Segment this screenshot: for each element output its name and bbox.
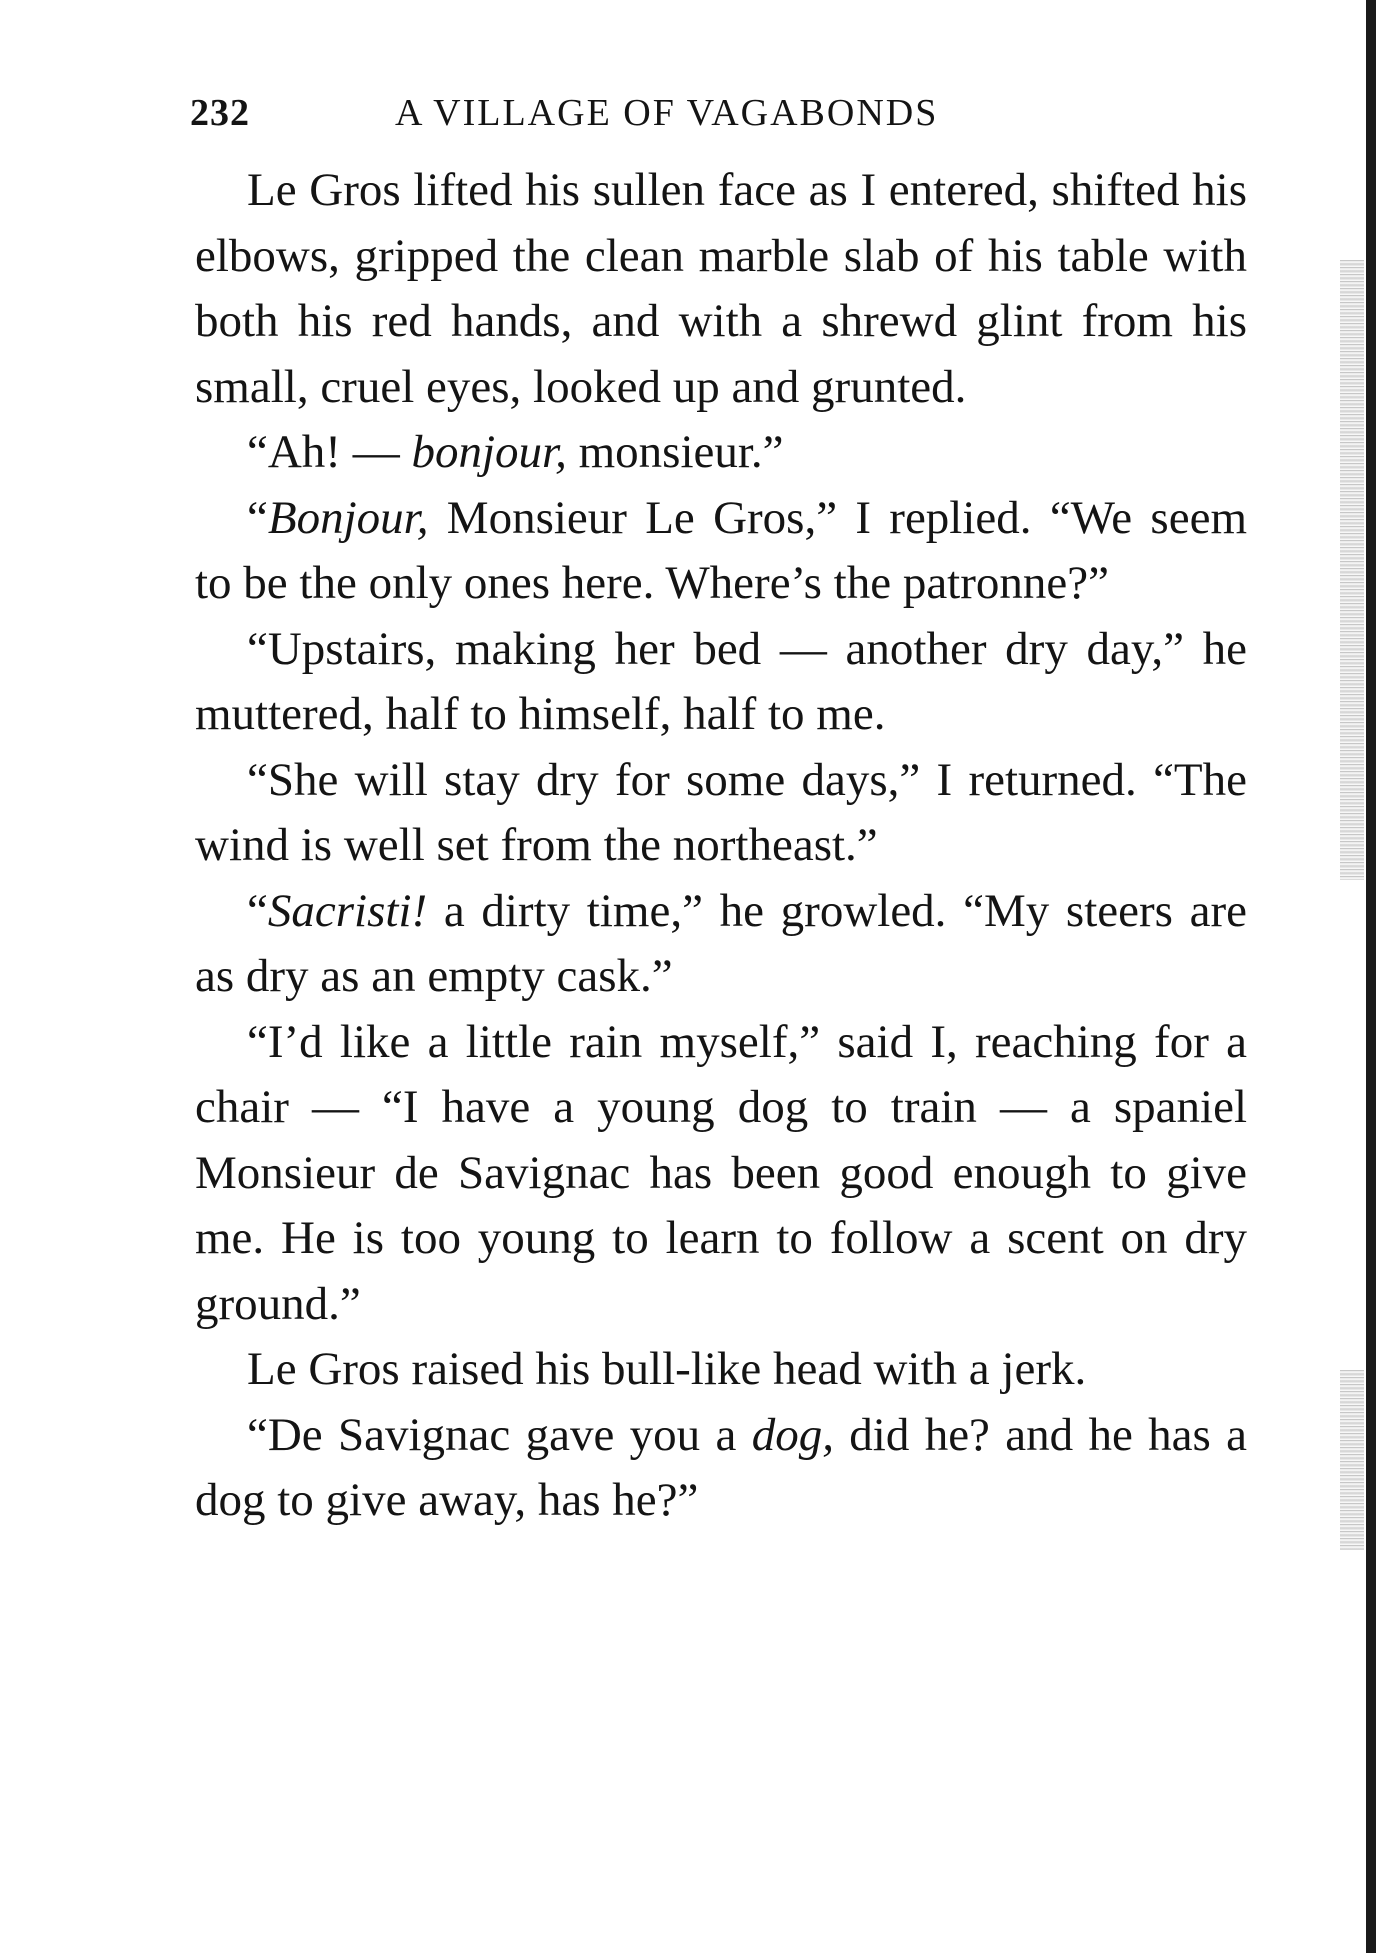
paragraph-2 bbox=[195, 420, 1247, 486]
paragraph-text: “I’d like a little rain myself,” said I, reaching for a chair — “I have a young dog to train — a spaniel Monsieur de Savignac has been good enough to give me. He is too young to learn to follow a scent on dry ground.” bbox=[195, 1015, 1247, 1330]
paragraph-9 bbox=[195, 1403, 1247, 1534]
scan-shadow-lower bbox=[1340, 1370, 1364, 1550]
paragraph-text: did he? and he has a dog to give away, has he?” bbox=[195, 1408, 1248, 1526]
paragraph-text: a dirty time,” he growled. “My steers are as dry as an empty cask.” bbox=[195, 884, 1247, 1002]
italic-word: Sacristi! bbox=[267, 884, 428, 937]
paragraph-8 bbox=[195, 1337, 1247, 1403]
paragraph-text: Le Gros lifted his sullen face as I entered, shifted his elbows, gripped the clean marble slab of his table with both his red hands, and with a shrewd glint from his small, cruel eyes, looked up and grunted. bbox=[195, 164, 1247, 413]
paragraph-3 bbox=[195, 486, 1247, 617]
paragraph-4 bbox=[195, 617, 1247, 748]
paragraph-text: “ bbox=[247, 491, 268, 544]
page-header bbox=[190, 88, 1040, 138]
paragraph-6 bbox=[195, 879, 1247, 1010]
paragraph-7 bbox=[195, 1010, 1247, 1338]
scan-shadow-upper bbox=[1340, 260, 1364, 880]
paragraph-text: Monsieur Le Gros,” I replied. “We seem to be the only ones here. Where’s the patronne?” bbox=[195, 491, 1247, 609]
paragraph-5 bbox=[195, 748, 1247, 879]
paragraph-text: “De Savignac gave you a bbox=[247, 1408, 752, 1461]
italic-word: Bonjour, bbox=[267, 491, 429, 544]
italic-word: bonjour, bbox=[411, 426, 567, 478]
paragraph-text: “ bbox=[247, 884, 268, 937]
italic-word: dog, bbox=[751, 1408, 834, 1461]
paragraph-text: “Ah! — bbox=[247, 426, 412, 478]
body-text bbox=[195, 158, 1247, 1534]
paragraph-text: Le Gros raised his bull-like head with a jerk. bbox=[247, 1343, 1087, 1395]
paragraph-text: monsieur.” bbox=[566, 426, 784, 478]
page-binding-edge bbox=[1366, 0, 1376, 1953]
paragraph-text: “She will stay dry for some days,” I returned. “The wind is well set from the northeast.” bbox=[195, 753, 1247, 871]
page-number: 232 bbox=[190, 92, 250, 134]
running-title: A VILLAGE OF VAGABONDS bbox=[395, 92, 939, 134]
paragraph-text: “Upstairs, making her bed — another dry day,” he muttered, half to himself, half to me. bbox=[195, 622, 1247, 740]
paragraph-1 bbox=[195, 158, 1247, 420]
